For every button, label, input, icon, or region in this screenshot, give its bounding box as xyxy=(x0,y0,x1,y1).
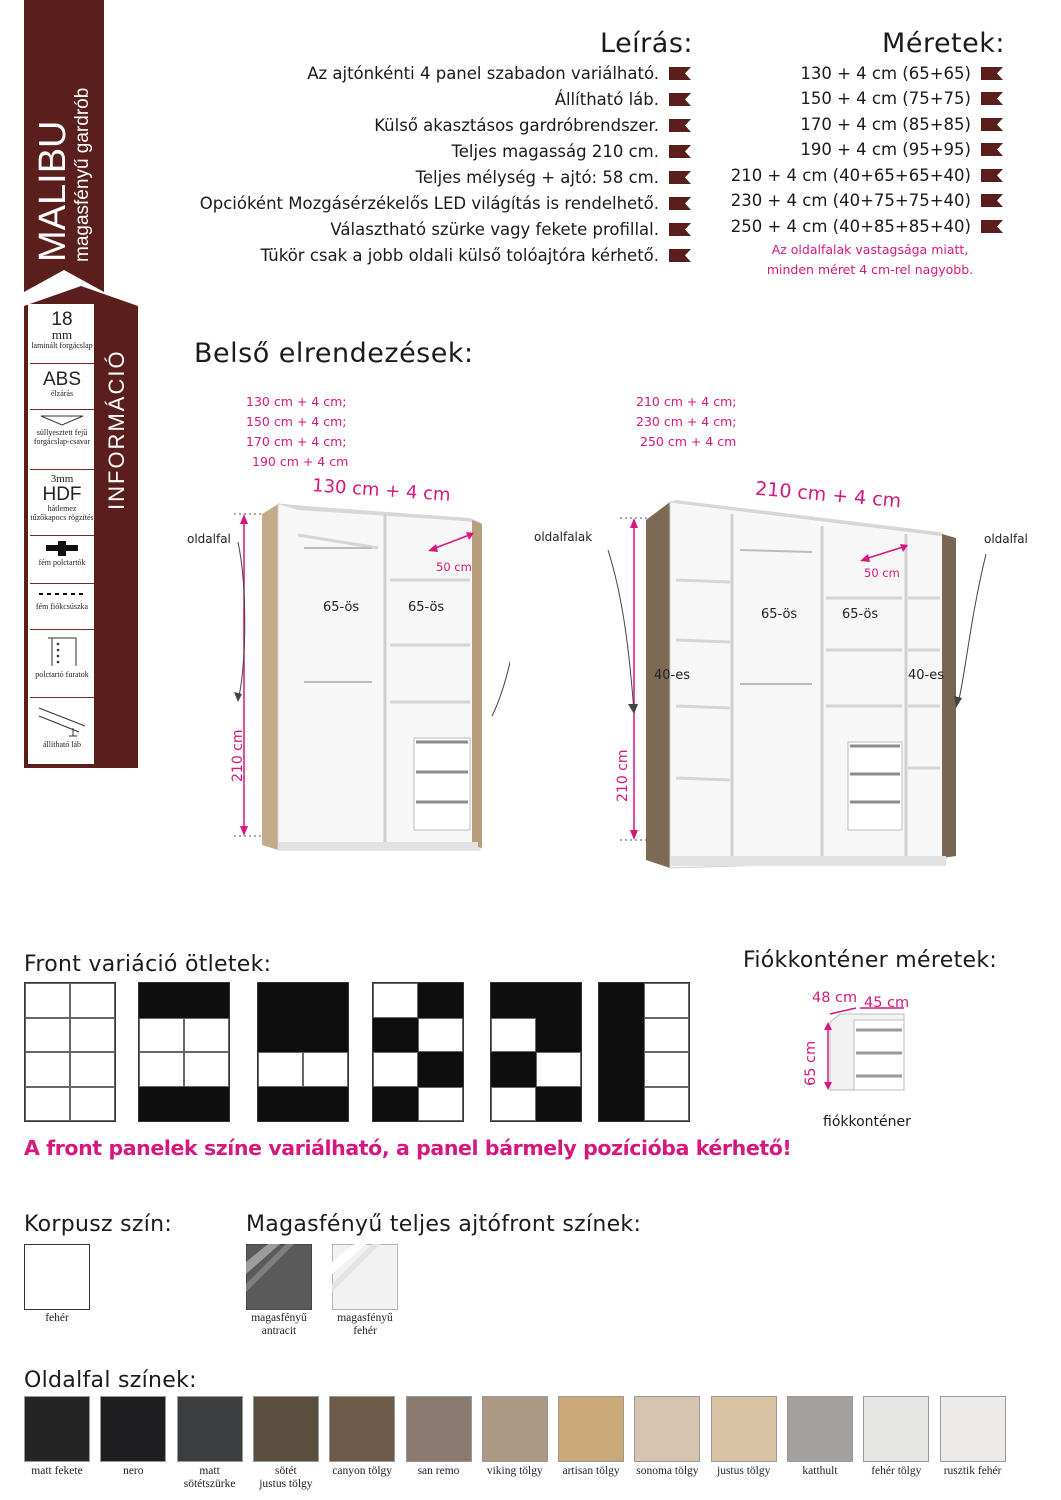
front-panel xyxy=(491,1052,536,1087)
large-size-list: 210 cm + 4 cm; 230 cm + 4 cm; 250 cm + 4 cm xyxy=(636,394,737,449)
oldalfal-swatch[interactable] xyxy=(100,1396,166,1462)
drawer-depth: 48 cm xyxy=(812,990,858,1006)
front-title: Front variáció ötletek: xyxy=(24,952,272,977)
flag-marker-icon xyxy=(981,169,1003,182)
front-panel xyxy=(418,1018,463,1053)
korpusz-title: Korpusz szín: xyxy=(24,1212,173,1237)
info-item-adjustable-foot: állítható láb xyxy=(30,698,94,763)
front-panel xyxy=(139,983,184,1018)
size-item: 130 + 4 cm (65+65) xyxy=(800,60,1003,86)
large-width-dimension: 210 cm + 4 cm xyxy=(754,477,903,513)
large-compartment-label-2: 65-ös xyxy=(761,607,798,622)
flag-marker-icon xyxy=(669,223,691,236)
front-panel xyxy=(303,1087,348,1122)
front-panel xyxy=(536,983,581,1018)
description-item: Külső akasztásos gardróbrendszer. xyxy=(374,112,691,138)
small-depth-dimension: 50 cm xyxy=(436,560,472,574)
drawer-height: 65 cm xyxy=(803,1040,819,1086)
description-item: Tükör csak a jobb oldali külső tolóajtóra kérhető. xyxy=(260,242,691,268)
info-item-hdf: 3mm HDF hátlemez tűzőkapocs rögzítés xyxy=(30,470,94,536)
oldalfal-swatch[interactable] xyxy=(253,1396,319,1462)
description-item: Az ajtónkénti 4 panel szabadon variálható. xyxy=(307,60,691,86)
flag-marker-icon xyxy=(669,197,691,210)
swatch-feher-glossy[interactable] xyxy=(332,1244,398,1310)
front-panel xyxy=(536,1052,581,1087)
front-panel xyxy=(70,1087,115,1122)
drawer-width: 45 cm xyxy=(864,995,910,1011)
front-panel xyxy=(70,1052,115,1087)
oldalfal-swatch-label: canyon tölgy xyxy=(332,1465,393,1477)
flag-marker-icon xyxy=(981,220,1003,233)
front-panel xyxy=(25,1087,70,1122)
oldalfal-swatch-label: viking tölgy xyxy=(486,1465,543,1477)
front-panel xyxy=(70,1018,115,1053)
front-panel xyxy=(599,1018,644,1053)
small-left-compartment-label: 65-ös xyxy=(323,600,360,615)
front-panel xyxy=(373,983,418,1018)
size-item: 250 + 4 cm (40+85+85+40) xyxy=(731,213,1003,239)
front-panel xyxy=(303,1052,348,1087)
shelf-holder-icon xyxy=(42,540,82,556)
size-item: 150 + 4 cm (75+75) xyxy=(800,86,1003,112)
flag-marker-icon xyxy=(669,119,691,132)
front-panel xyxy=(70,983,115,1018)
oldalfal-swatch[interactable] xyxy=(482,1396,548,1462)
front-panel xyxy=(373,1087,418,1122)
front-panel xyxy=(303,1018,348,1053)
oldalfal-swatch[interactable] xyxy=(634,1396,700,1462)
oldalfal-swatch[interactable] xyxy=(24,1396,90,1462)
oldalfal-swatch-label: fehér tölgy xyxy=(871,1465,922,1477)
front-variation-5 xyxy=(490,982,582,1122)
brand-subtitle: magasfényű gardrób xyxy=(72,87,93,262)
oldalfal-swatch[interactable] xyxy=(863,1396,929,1462)
description-item: Választható szürke vagy fekete profillal. xyxy=(330,216,691,242)
front-variation-6 xyxy=(598,982,690,1122)
shelf-holes-icon xyxy=(42,634,82,668)
info-item-laminate: 18 mm laminált forgácslap xyxy=(30,306,94,364)
size-item: 190 + 4 cm (95+95) xyxy=(800,137,1003,163)
small-width-dimension: 130 cm + 4 cm xyxy=(311,475,452,506)
large-compartment-label-4: 40-es xyxy=(908,668,945,683)
oldalfal-swatch-label: sötét justus tölgy xyxy=(259,1465,313,1490)
front-panel xyxy=(258,1052,303,1087)
info-item-screw: süllyesztett fejű forgácslap-csavar xyxy=(30,410,94,470)
oldalfal-swatch-label: sonoma tölgy xyxy=(636,1465,699,1477)
korpusz-swatch-feher[interactable] xyxy=(24,1244,90,1310)
front-variation-3 xyxy=(257,982,349,1122)
front-variation-1 xyxy=(24,982,116,1122)
small-side-label: oldalfal xyxy=(187,532,231,546)
front-variation-4 xyxy=(372,982,464,1122)
flag-marker-icon xyxy=(981,194,1003,207)
oldalfal-title: Oldalfal színek: xyxy=(24,1368,197,1393)
oldalfal-swatch[interactable] xyxy=(177,1396,243,1462)
large-depth-dimension: 50 cm xyxy=(864,566,900,580)
front-panel xyxy=(184,1052,229,1087)
oldalfal-swatch-label: matt sötétszürke xyxy=(183,1465,236,1490)
info-item-abs: ABS élzárás xyxy=(30,364,94,410)
sizes-note: Az oldalfalak vastagsága miatt, minden méret 4 cm-rel nagyobb. xyxy=(766,242,974,277)
large-right-side-label: oldalfal xyxy=(984,532,1028,546)
flag-marker-icon xyxy=(669,67,691,80)
front-panel xyxy=(491,983,536,1018)
front-panel xyxy=(418,983,463,1018)
oldalfal-swatch[interactable] xyxy=(329,1396,395,1462)
front-panel xyxy=(258,1087,303,1122)
flag-marker-icon xyxy=(669,171,691,184)
sizes-title: Méretek: xyxy=(882,28,1005,59)
front-panel xyxy=(491,1087,536,1122)
info-item-drawer-slide: fém fiókcsúszka xyxy=(30,584,94,630)
flag-marker-icon xyxy=(669,93,691,106)
swatch-antracit[interactable] xyxy=(246,1244,312,1310)
screw-icon xyxy=(37,414,87,426)
small-height-dimension: 210 cm xyxy=(230,729,246,782)
adjustable-foot-icon xyxy=(35,702,89,738)
oldalfal-swatch-label: san remo xyxy=(417,1465,460,1477)
oldalfal-swatch-label: justus tölgy xyxy=(717,1465,771,1477)
description-item: Teljes magasság 210 cm. xyxy=(451,138,691,164)
front-panel xyxy=(184,1018,229,1053)
front-panel xyxy=(25,1018,70,1053)
oldalfal-swatch[interactable] xyxy=(406,1396,472,1462)
flag-marker-icon xyxy=(981,67,1003,80)
front-panel xyxy=(139,1018,184,1053)
front-panel xyxy=(184,1087,229,1122)
front-panel xyxy=(644,1052,689,1087)
info-list xyxy=(30,306,94,763)
size-item: 230 + 4 cm (40+75+75+40) xyxy=(731,188,1003,214)
front-panel xyxy=(184,983,229,1018)
oldalfal-swatch-label: artisan tölgy xyxy=(562,1465,620,1477)
front-panel xyxy=(536,1018,581,1053)
size-item: 170 + 4 cm (85+85) xyxy=(800,111,1003,137)
drawer-title: Fiókkonténer méretek: xyxy=(743,948,998,973)
info-label: INFORMÁCIÓ xyxy=(104,349,129,510)
front-panel xyxy=(258,1018,303,1053)
description-item: Állítható láb. xyxy=(555,86,691,112)
front-panel xyxy=(536,1087,581,1122)
description-item: Opcióként Mozgásérzékelős LED világítás is rendelhető. xyxy=(200,190,691,216)
front-panel xyxy=(491,1018,536,1053)
magasfeny-title: Magasfényű teljes ajtófront színek: xyxy=(246,1212,642,1237)
front-panel xyxy=(373,1018,418,1053)
front-panel xyxy=(418,1052,463,1087)
oldalfal-swatch-label: matt fekete xyxy=(31,1465,83,1477)
oldalfal-swatch[interactable] xyxy=(787,1396,853,1462)
drawer-slide-icon xyxy=(37,588,87,600)
large-left-side-label: oldalfalak xyxy=(534,530,593,544)
large-compartment-label-3: 65-ös xyxy=(842,607,879,622)
flag-marker-icon xyxy=(669,145,691,158)
front-panel xyxy=(599,983,644,1018)
label-antracit: magasfényű antracit xyxy=(251,1312,307,1337)
front-panel xyxy=(599,1052,644,1087)
front-panel xyxy=(373,1052,418,1087)
info-item-shelf-holes: polctartó furatok xyxy=(30,630,94,698)
small-size-list: 130 cm + 4 cm; 150 cm + 4 cm; 170 cm + 4 cm; 190 cm + 4 cm xyxy=(246,394,349,469)
brand-title-block xyxy=(30,0,102,270)
korpusz-label-feher: fehér xyxy=(45,1312,69,1324)
front-panel xyxy=(644,1018,689,1053)
info-item-shelf-holder: fém polctartók xyxy=(30,536,94,584)
front-panel xyxy=(418,1087,463,1122)
flag-marker-icon xyxy=(669,249,691,262)
front-note: A front panelek színe variálható, a panel bármely pozícióba kérhető! xyxy=(24,1136,792,1160)
flag-marker-icon xyxy=(981,118,1003,131)
front-panel xyxy=(25,983,70,1018)
brand-name: MALIBU xyxy=(32,120,74,262)
front-panel xyxy=(303,983,348,1018)
description-title: Leírás: xyxy=(600,28,693,59)
oldalfal-swatch[interactable] xyxy=(558,1396,624,1462)
front-panel xyxy=(139,1052,184,1087)
front-panel xyxy=(599,1087,644,1122)
drawer-caption: fiókkonténer xyxy=(823,1114,911,1130)
inner-title: Belső elrendezések: xyxy=(194,338,474,369)
description-item: Teljes mélység + ajtó: 58 cm. xyxy=(416,164,691,190)
flag-marker-icon xyxy=(981,143,1003,156)
oldalfal-swatch-label: katthult xyxy=(802,1465,838,1477)
oldalfal-swatch[interactable] xyxy=(940,1396,1006,1462)
oldalfal-swatch-label: rusztik fehér xyxy=(943,1465,1002,1477)
size-item: 210 + 4 cm (40+65+65+40) xyxy=(731,162,1003,188)
oldalfal-swatch[interactable] xyxy=(711,1396,777,1462)
front-panel xyxy=(258,983,303,1018)
front-panel xyxy=(644,983,689,1018)
front-panel xyxy=(644,1087,689,1122)
large-height-dimension: 210 cm xyxy=(615,749,631,802)
label-feher-glossy: magasfényű fehér xyxy=(337,1312,393,1337)
small-right-compartment-label: 65-ös xyxy=(408,600,445,615)
oldalfal-swatch-label: nero xyxy=(123,1465,144,1477)
large-compartment-label-1: 40-es xyxy=(654,668,691,683)
front-panel xyxy=(25,1052,70,1087)
flag-marker-icon xyxy=(981,92,1003,105)
front-variation-2 xyxy=(138,982,230,1122)
small-wardrobe-illustration xyxy=(180,470,510,870)
front-panel xyxy=(139,1087,184,1122)
